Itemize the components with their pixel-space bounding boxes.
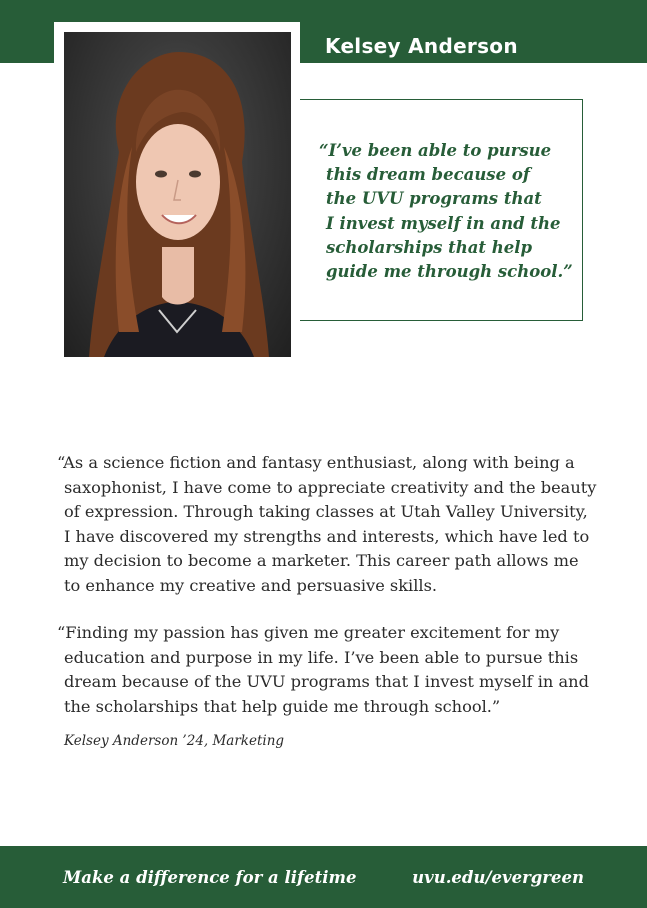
body-line: saxophonist, I have come to appreciate creativity and the beauty <box>64 477 597 497</box>
footer-url: uvu.edu/evergreen <box>412 868 584 887</box>
portrait-photo <box>64 32 291 357</box>
pull-quote-line: this dream because of <box>326 165 530 185</box>
pull-quote-line: scholarships that help <box>326 237 533 257</box>
pull-quote <box>319 139 573 284</box>
body-line: “As a science fiction and fantasy enthusiast, along with being a <box>57 453 575 472</box>
body-line: “Finding my passion has given me greater excitement for my <box>57 623 560 642</box>
pull-quote-line: I invest myself in and the <box>326 213 561 233</box>
body-line: to enhance my creative and persuasive skills. <box>64 575 438 595</box>
body-line: dream because of the UVU programs that I invest myself in and <box>64 672 589 691</box>
page-title: Kelsey Anderson <box>325 34 518 58</box>
body-paragraph-2 <box>57 621 597 719</box>
body-paragraph-1 <box>57 451 597 598</box>
body-line: my decision to become a marketer. This career path allows me <box>64 551 579 570</box>
portrait-illustration <box>64 32 291 357</box>
attribution: Kelsey Anderson ’24, Marketing <box>64 733 285 749</box>
body-line: the scholarships that help guide me through school.” <box>64 696 501 716</box>
pull-quote-line: guide me through school.” <box>326 262 573 282</box>
body-line: education and purpose in my life. I’ve been able to pursue this <box>64 647 579 667</box>
pull-quote-line: “I’ve been able to pursue <box>319 141 552 160</box>
body-line: of expression. Through taking classes at Utah Valley University, <box>64 502 588 521</box>
pull-quote-line: the UVU programs that <box>326 189 542 209</box>
body-line: I have discovered my strengths and interests, which have led to <box>64 526 590 546</box>
footer-tagline: Make a difference for a lifetime <box>63 868 357 887</box>
